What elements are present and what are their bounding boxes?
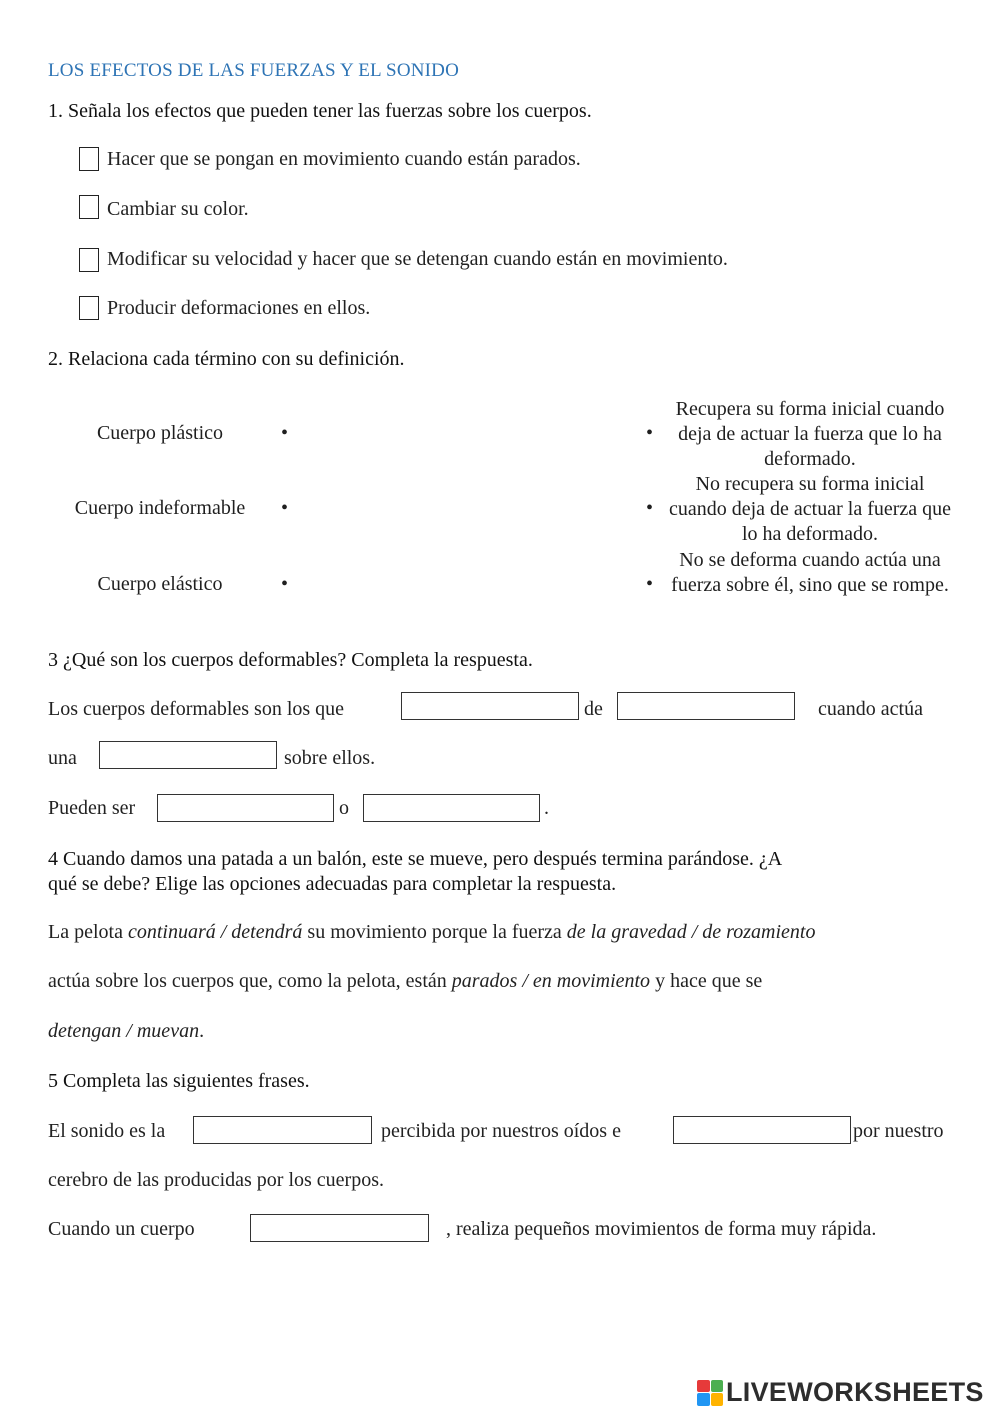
definition-1: Recupera su forma inicial cuando deja de actuar la fuerza que lo ha deformado. [675, 398, 945, 470]
q5-line3-text-a: Cuando un cuerpo [48, 1218, 195, 1240]
q5-line1-text-b: percibida por nuestros oídos e [381, 1120, 621, 1142]
q3-line1-text-b: de [584, 698, 603, 720]
q5-line1-text-a: El sonido es la [48, 1120, 166, 1142]
q3-blank-3[interactable] [99, 741, 277, 769]
q4-l2-text-a: actúa sobre los cuerpos que, como la pelota, están [48, 970, 447, 992]
q3-line1-text-a: Los cuerpos deformables son los que [48, 698, 345, 720]
liveworksheets-logo-icon [697, 1380, 723, 1406]
question-4-heading-line-2: qué se debe? Elige las opciones adecuadas para completar la respuesta. [48, 873, 617, 895]
logo-square-red [697, 1380, 710, 1393]
q3-line2-text-a: una [48, 747, 77, 769]
option-4-label: Producir deformaciones en ellos. [107, 297, 371, 319]
q3-blank-4[interactable] [157, 794, 334, 822]
term-indeformable: Cuerpo indeformable [74, 497, 246, 519]
q5-line1-text-c: por nuestro [853, 1120, 944, 1142]
question-1-heading: 1. Señala los efectos que pueden tener las fuerzas sobre los cuerpos. [48, 100, 592, 122]
term-dot-2[interactable]: • [281, 497, 289, 519]
q4-l3-period: . [199, 1020, 205, 1042]
definition-dot-3[interactable]: • [646, 573, 654, 595]
q5-line-2: cerebro de las producidas por los cuerpos. [48, 1169, 384, 1191]
q3-line1-text-c: cuando actúa [818, 698, 923, 720]
page-title: LOS EFECTOS DE LAS FUERZAS Y EL SONIDO [48, 60, 460, 81]
option-2-label: Cambiar su color. [107, 198, 249, 220]
q4-choice-parados-movimiento[interactable]: parados / en movimiento [451, 970, 651, 992]
question-2-heading: 2. Relaciona cada término con su definición. [48, 348, 405, 370]
q4-line-2 [48, 970, 762, 993]
logo-square-yellow [711, 1393, 724, 1406]
q3-blank-2[interactable] [617, 692, 795, 720]
q5-blank-2[interactable] [673, 1116, 851, 1144]
q4-choice-gravedad-rozamiento[interactable]: de la gravedad / de rozamiento [566, 921, 816, 943]
q4-l2-text-b: y hace que se [655, 970, 763, 992]
q3-line3-text-b: o [339, 797, 349, 819]
q5-blank-3[interactable] [250, 1214, 429, 1242]
term-plastico: Cuerpo plástico [96, 422, 224, 444]
q3-blank-1[interactable] [401, 692, 579, 720]
term-dot-1[interactable]: • [281, 422, 289, 444]
question-3-heading: 3 ¿Qué son los cuerpos deformables? Completa la respuesta. [48, 649, 533, 671]
question-4-heading-line-1: 4 Cuando damos una patada a un balón, este se mueve, pero después termina parándose. ¿A [48, 848, 783, 870]
checkbox-option-3[interactable] [79, 248, 99, 272]
q4-line-3 [48, 1020, 204, 1043]
term-elastico: Cuerpo elástico [97, 573, 223, 595]
liveworksheets-logo [697, 1377, 984, 1408]
q4-l1-text-b: su movimiento porque la fuerza [307, 921, 562, 943]
checkbox-option-2[interactable] [79, 195, 99, 219]
q3-line3-text-c: . [544, 797, 549, 819]
logo-square-blue [697, 1393, 710, 1406]
liveworksheets-logo-text: LIVEWORKSHEETS [726, 1377, 984, 1407]
q3-line3-text-a: Pueden ser [48, 797, 136, 819]
q5-line3-text-b: , realiza pequeños movimientos de forma muy rápida. [446, 1218, 877, 1240]
q5-blank-1[interactable] [193, 1116, 372, 1144]
checkbox-option-4[interactable] [79, 296, 99, 320]
definition-2: No recupera su forma inicial cuando deja de actuar la fuerza que lo ha deformado. [668, 473, 952, 545]
option-1-label: Hacer que se pongan en movimiento cuando están parados. [107, 148, 581, 170]
q4-choice-detengan-muevan[interactable]: detengan / muevan [48, 1020, 200, 1042]
q3-blank-5[interactable] [363, 794, 540, 822]
q3-line2-text-b: sobre ellos. [284, 747, 376, 769]
q4-line-1 [48, 921, 815, 944]
definition-dot-2[interactable]: • [646, 497, 654, 519]
question-5-heading: 5 Completa las siguientes frases. [48, 1070, 310, 1092]
option-3-label: Modificar su velocidad y hacer que se detengan cuando están en movimiento. [107, 248, 728, 270]
term-dot-3[interactable]: • [281, 573, 289, 595]
definition-3: No se deforma cuando actúa una fuerza sobre él, sino que se rompe. [671, 549, 949, 596]
definition-dot-1[interactable]: • [646, 422, 654, 444]
logo-square-green [711, 1380, 724, 1393]
q4-choice-continuar-detener[interactable]: continuará / detendrá [127, 921, 303, 943]
checkbox-option-1[interactable] [79, 147, 99, 171]
q4-l1-text-a: La pelota [48, 921, 123, 943]
